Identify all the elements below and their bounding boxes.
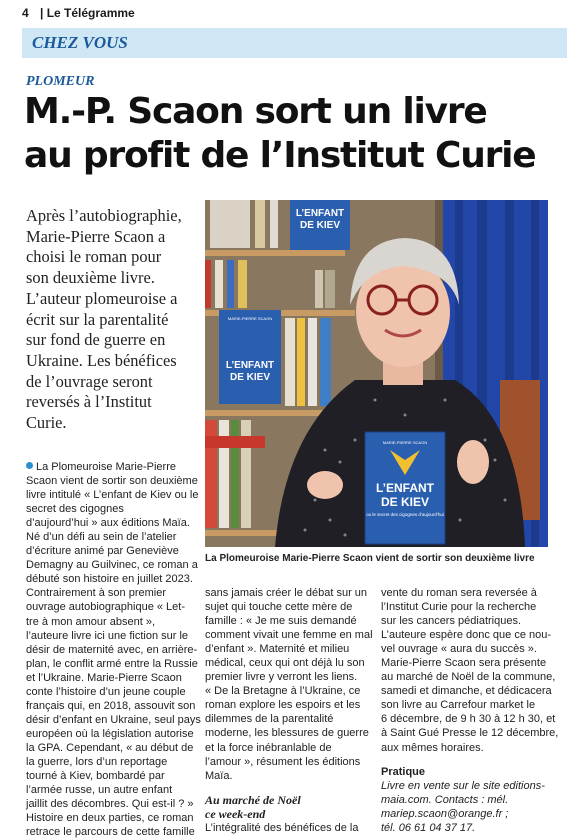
intro-line: Après l’autobiographie, xyxy=(26,206,182,225)
body-line: désir de maternité avec, en arrière- xyxy=(26,643,198,656)
article-photo xyxy=(205,200,548,547)
intro-line: Curie. xyxy=(26,413,67,433)
article-headline xyxy=(24,90,564,178)
page-number: 4 xyxy=(22,6,29,20)
body-line: Scaon vient de sortir son deuxième xyxy=(26,475,198,488)
body-line: la GPA. Cependant, « au début de xyxy=(26,741,194,754)
intro-line: écrit sur la parentalité xyxy=(26,309,169,329)
body-line: Maïa. xyxy=(205,769,233,782)
body-line: retrace le parcours de cette famille xyxy=(26,826,195,839)
body-line: conte l’histoire d’un jeune couple xyxy=(26,685,186,698)
headline-line: M.-P. Scaon sort un livre xyxy=(24,91,487,132)
subheading: Au marché de Noël xyxy=(205,792,301,807)
body-line: et la force inébranlable de xyxy=(205,741,332,754)
intro-line: son deuxième livre. xyxy=(26,268,155,288)
held-book-title-2: DE KIEV xyxy=(380,495,430,509)
article-column-2 xyxy=(205,586,373,835)
shelf-book-title-1: L’ENFANT xyxy=(225,360,275,371)
body-line: Marie-Pierre Scaon sera présente xyxy=(381,657,547,670)
article-column-3 xyxy=(381,586,559,835)
held-book-author: MARIE-PIERRE SCAON xyxy=(382,440,428,445)
body-line: aux mêmes horaires. xyxy=(381,741,484,754)
body-line: dilemmes de la parentalité xyxy=(205,713,334,726)
intro-line: sur fond de guerre en xyxy=(26,330,166,350)
body-line: Demagny au Guilvinec, ce roman a xyxy=(26,559,198,572)
body-line: d’enfant ». Maternité et milieu xyxy=(205,643,350,656)
section-label: CHEZ VOUS xyxy=(32,33,128,52)
body-line: sujet qui touche cette mère de xyxy=(205,601,353,614)
intro-line: de l’ouvrage seront xyxy=(26,371,153,391)
body-line: l’auteure livre ici une fiction sur le xyxy=(26,629,189,642)
body-line: livre intitulé « L’enfant de Kiev ou le xyxy=(26,489,199,502)
practical-info-line: maia.com. Contacts : mél. xyxy=(381,793,509,806)
article-kicker: PLOMEUR xyxy=(26,74,95,89)
body-line: 6 décembre, de 9 h 30 à 12 h 30, et xyxy=(381,713,556,726)
practical-info-line: mariep.scaon@orange.fr ; xyxy=(381,807,509,820)
body-line: et l’Ukraine. Marie-Pierre Scaon xyxy=(26,671,182,684)
top-book-title-2: DE KIEV xyxy=(299,220,341,231)
body-line: à Saint Gué Presse le 12 décembre, xyxy=(381,727,559,740)
body-line: famille : « Je me suis demandé xyxy=(205,615,357,628)
body-line: comment vivait une femme en mal xyxy=(205,629,373,642)
practical-info-title: Pratique xyxy=(381,765,426,778)
intro-line: reversés à l’Institut xyxy=(26,392,152,412)
article-intro xyxy=(26,206,194,434)
subheading: ce week-end xyxy=(205,806,266,821)
body-line: jaillit des décombres. Qui est-il ? » xyxy=(26,798,194,811)
body-line: tre à mon amour absent », xyxy=(26,615,156,628)
body-line: désir d’enfant en Ukraine, seul pays xyxy=(26,713,201,726)
body-line: européen où la législation autorise xyxy=(26,727,194,740)
body-line: l’Institut Curie pour la recherche xyxy=(381,601,537,614)
spacer xyxy=(381,755,549,765)
body-line: « De la Bretagne à l’Ukraine, ce xyxy=(205,685,361,698)
section-band xyxy=(22,28,567,58)
newspaper-masthead: | Le Télégramme xyxy=(40,6,135,20)
held-book-subtitle: ou le secret des cigognes d’aujourd’hui xyxy=(366,512,444,517)
body-line: l’armée russe, un autre enfant xyxy=(26,784,173,797)
body-line xyxy=(26,460,196,474)
article-column-1 xyxy=(26,460,201,839)
body-line: Contrairement à son premier xyxy=(26,587,167,600)
top-book-title-1: L’ENFANT xyxy=(295,208,345,219)
body-line: secret des cigognes xyxy=(26,503,124,516)
body-line: au marché de Noël de la commune, xyxy=(381,671,556,684)
body-line: samedi et dimanche, et dédicacera xyxy=(381,685,552,698)
body-line: français qui, en 2018, assouvit son xyxy=(26,699,196,712)
shelf-book-title-2: DE KIEV xyxy=(229,372,271,383)
body-line: ouvrage autobiographique « Let- xyxy=(26,601,186,614)
headline-line: au profit de l’Institut Curie xyxy=(24,135,536,176)
woman-with-book-photo xyxy=(205,200,548,547)
body-line: l’amour », résument les éditions xyxy=(205,755,361,768)
spacer xyxy=(205,783,368,793)
body-line: roman explore les espoirs et les xyxy=(205,699,361,712)
body-line: moderne, les blessures de guerre xyxy=(205,727,369,740)
body-line: son livre au Carrefour market le xyxy=(381,699,536,712)
text-line-content: La Plomeuroise Marie-Pierre xyxy=(36,461,176,473)
intro-line: Ukraine. Les bénéfices xyxy=(26,350,177,370)
intro-line: choisi le roman pour xyxy=(26,247,162,267)
page-header xyxy=(0,0,567,26)
shelf-book-author: MARIE-PIERRE SCAON xyxy=(227,316,273,321)
body-line: L’auteure espère donc que ce nou- xyxy=(381,629,552,642)
body-line: débuté son histoire en juillet 2023. xyxy=(26,573,193,586)
body-line: Né d’un défi au sein de l’atelier xyxy=(26,531,177,544)
body-line: plan, le conflit armé entre la Russie xyxy=(26,657,198,670)
body-line: Histoire en deux parties, ce roman xyxy=(26,812,194,825)
body-line: d’aujourd’hui » aux éditions Maïa. xyxy=(26,517,190,530)
intro-line: Marie-Pierre Scaon a xyxy=(26,226,166,246)
intro-line: L’auteur plomeuroise a xyxy=(26,288,178,308)
photo-caption: La Plomeuroise Marie-Pierre Scaon vient de sortir son deuxième livre xyxy=(205,553,535,564)
bullet-icon xyxy=(26,462,33,469)
practical-info-line: Livre en vente sur le site editions- xyxy=(381,779,545,792)
body-line: vente du roman sera reversée à xyxy=(381,587,537,599)
body-line: la guerre, lors d’un reportage xyxy=(26,755,168,768)
practical-info-line: tél. 06 61 04 37 17. xyxy=(381,821,476,834)
body-line: sans jamais créer le débat sur un xyxy=(205,587,368,599)
body-line: sur les cancers pédiatriques. xyxy=(381,615,522,628)
body-line: premier livre y verront les liens. xyxy=(205,671,358,684)
body-line: L’intégralité des bénéfices de la xyxy=(205,821,359,834)
body-line: médical, ceux qui ont déjà lu son xyxy=(205,657,365,670)
body-line: tourné à Kiev, bombardé par xyxy=(26,770,165,783)
body-line: d’écriture animé par Geneviève xyxy=(26,545,179,558)
held-book-title-1: L’ENFANT xyxy=(375,481,435,495)
body-line: vel ouvrage « aura du succès ». xyxy=(381,643,537,656)
